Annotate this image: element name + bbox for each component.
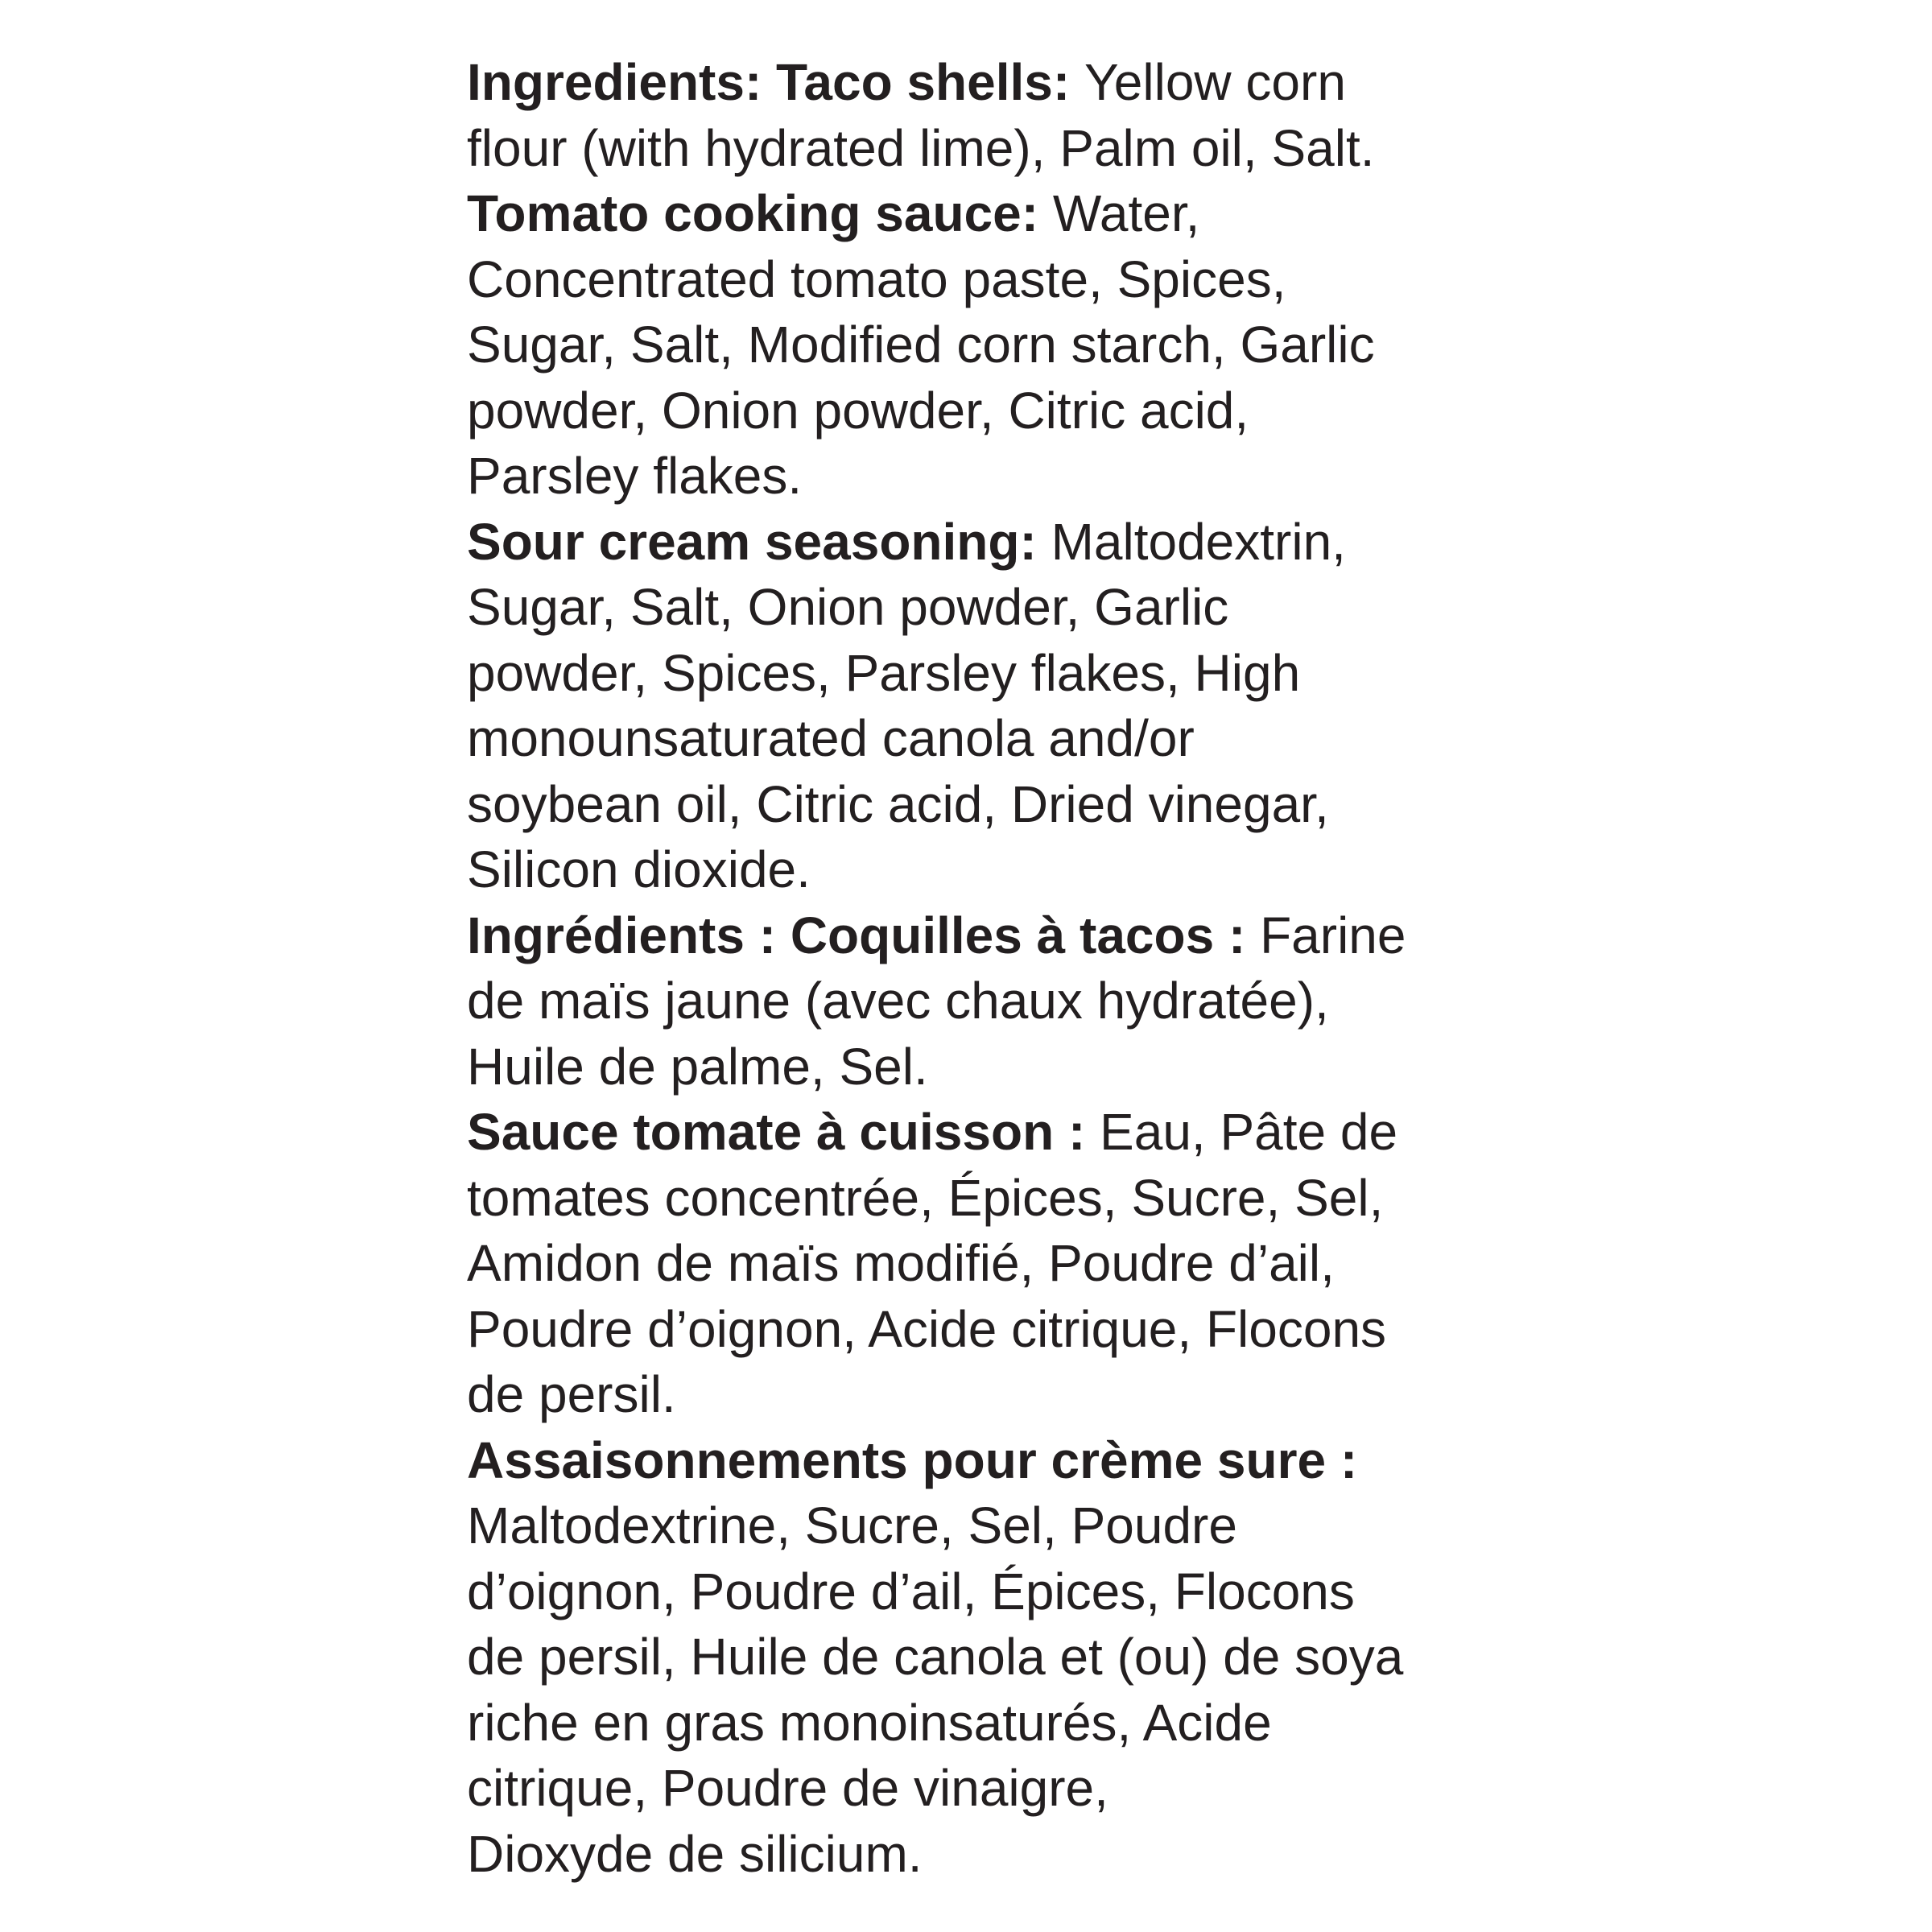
ingredients-line: Ingredients: Taco shells: Yellow corn	[467, 53, 1346, 111]
ingredients-line: soybean oil, Citric acid, Dried vinegar,	[467, 774, 1329, 833]
ingredients-line: Sugar, Salt, Onion powder, Garlic	[467, 578, 1229, 636]
ingredients-line: tomates concentrée, Épices, Sucre, Sel,	[467, 1168, 1384, 1227]
ingredients-line: d’oignon, Poudre d’ail, Épices, Flocons	[467, 1562, 1355, 1620]
ingredients-line: monounsaturated canola and/or	[467, 709, 1195, 767]
ingredients-line: de persil, Huile de canola et (ou) de soya	[467, 1628, 1404, 1686]
ingredients-line: Assaisonnements pour crème sure :	[467, 1430, 1358, 1489]
ingredients-line: powder, Onion powder, Citric acid,	[467, 381, 1249, 440]
ingredients-line: Sour cream seasoning: Maltodextrin,	[467, 512, 1346, 571]
ingredients-line: de persil.	[467, 1365, 676, 1423]
ingredients-line: Concentrated tomato paste, Spices,	[467, 250, 1286, 308]
ingredients-line: Maltodextrine, Sucre, Sel, Poudre	[467, 1496, 1237, 1554]
ingredients-line: Parsley flakes.	[467, 447, 803, 505]
ingredients-line: flour (with hydrated lime), Palm oil, Salt.	[467, 118, 1375, 177]
ingredients-line: Amidon de maïs modifié, Poudre d’ail,	[467, 1234, 1335, 1292]
ingredients-line: riche en gras monoinsaturés, Acide	[467, 1693, 1272, 1752]
ingredients-line: Dioxyde de silicium.	[467, 1824, 923, 1883]
ingredients-line: citrique, Poudre de vinaigre,	[467, 1759, 1108, 1817]
ingredients-line: powder, Spices, Parsley flakes, High	[467, 643, 1301, 702]
ingredients-line: Silicon dioxide.	[467, 840, 811, 898]
ingredients-line: Sugar, Salt, Modified corn starch, Garlic	[467, 316, 1375, 374]
ingredients-line: Huile de palme, Sel.	[467, 1037, 928, 1096]
ingredients-line: Tomato cooking sauce: Water,	[467, 184, 1200, 242]
ingredients-line: Poudre d’oignon, Acide citrique, Flocons	[467, 1299, 1387, 1358]
ingredients-line: de maïs jaune (avec chaux hydratée),	[467, 972, 1329, 1030]
ingredients-text-block	[467, 50, 1513, 1887]
ingredients-line: Ingrédients : Coquilles à tacos : Farine	[467, 906, 1406, 964]
ingredients-line: Sauce tomate à cuisson : Eau, Pâte de	[467, 1103, 1398, 1161]
